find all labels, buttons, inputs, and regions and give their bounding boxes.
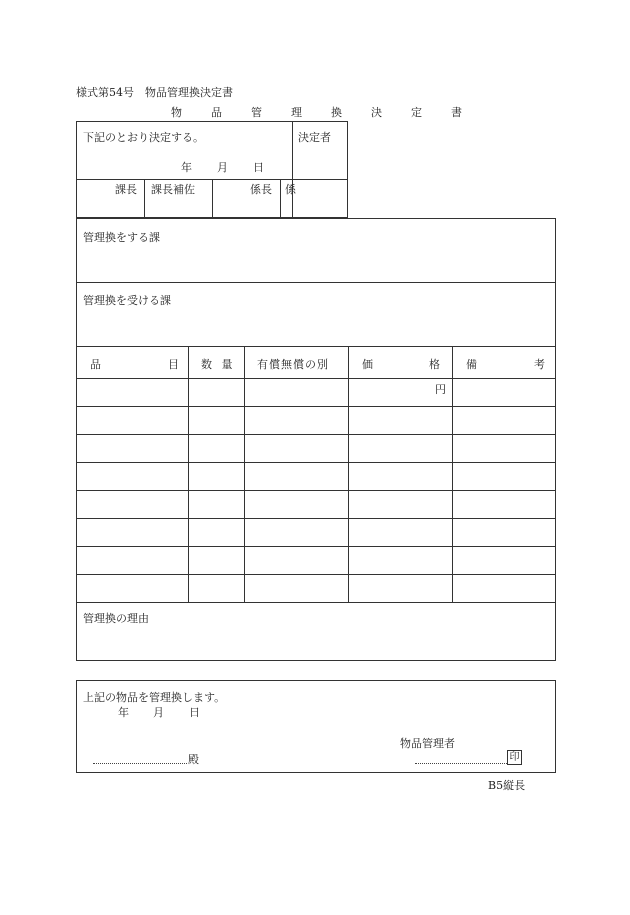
divider (77, 434, 555, 435)
divider (77, 602, 555, 603)
addressee-suffix: 殿 (188, 753, 199, 766)
date-day: 日 (253, 161, 264, 174)
divider (144, 179, 145, 218)
header-qty: 数 量 (201, 358, 236, 371)
header-item-b: 目 (168, 358, 179, 371)
kakari-label: 係 (285, 183, 296, 196)
header-item-a: 品 (90, 358, 101, 371)
paper-size-note: B5縦長 (488, 779, 526, 792)
divider (77, 346, 555, 347)
divider (348, 346, 349, 602)
divider (77, 574, 555, 575)
divider (452, 346, 453, 602)
footer-date-month: 月 (153, 706, 164, 719)
date-year: 年 (181, 161, 192, 174)
divider (77, 282, 555, 283)
footer-date-year: 年 (118, 706, 129, 719)
decision-text: 下記のとおり決定する。 (83, 131, 204, 144)
seal-mark: 印 (507, 750, 522, 765)
divider (77, 546, 555, 547)
divider (77, 518, 555, 519)
kacho-label: 課長 (115, 183, 137, 196)
form-number: 様式第54号 物品管理換決定書 (76, 86, 233, 99)
footer-date-day: 日 (189, 706, 200, 719)
statement: 上記の物品を管理換します。 (83, 691, 226, 704)
approval-box (76, 121, 348, 218)
main-form (76, 218, 556, 661)
divider (77, 462, 555, 463)
header-note-a: 備 (466, 358, 477, 371)
addressee-line[interactable] (93, 763, 187, 764)
date-month: 月 (217, 161, 228, 174)
kacho-hosa-label: 課長補佐 (151, 183, 195, 196)
header-note-b: 考 (534, 358, 545, 371)
divider (77, 490, 555, 491)
kakaricho-label: 係長 (250, 183, 272, 196)
divider (280, 179, 281, 218)
divider (188, 346, 189, 602)
divider (77, 406, 555, 407)
divider (77, 378, 555, 379)
header-price-a: 価 (362, 358, 373, 371)
divider (292, 122, 293, 218)
manager-label: 物品管理者 (400, 737, 455, 750)
from-dept-label: 管理換をする課 (83, 231, 160, 244)
to-dept-label: 管理換を受ける課 (83, 294, 171, 307)
transfer-notice (76, 680, 556, 773)
divider (212, 179, 213, 218)
header-paid: 有償無償の別 (257, 358, 329, 371)
decider-label: 決定者 (298, 131, 331, 144)
reason-label: 管理換の理由 (83, 612, 149, 625)
divider (244, 346, 245, 602)
yen-label: 円 (435, 383, 446, 396)
header-price-b: 格 (429, 358, 440, 371)
manager-signature-line[interactable] (415, 763, 507, 764)
page-title: 物 品 管 理 換 決 定 書 (171, 106, 471, 119)
